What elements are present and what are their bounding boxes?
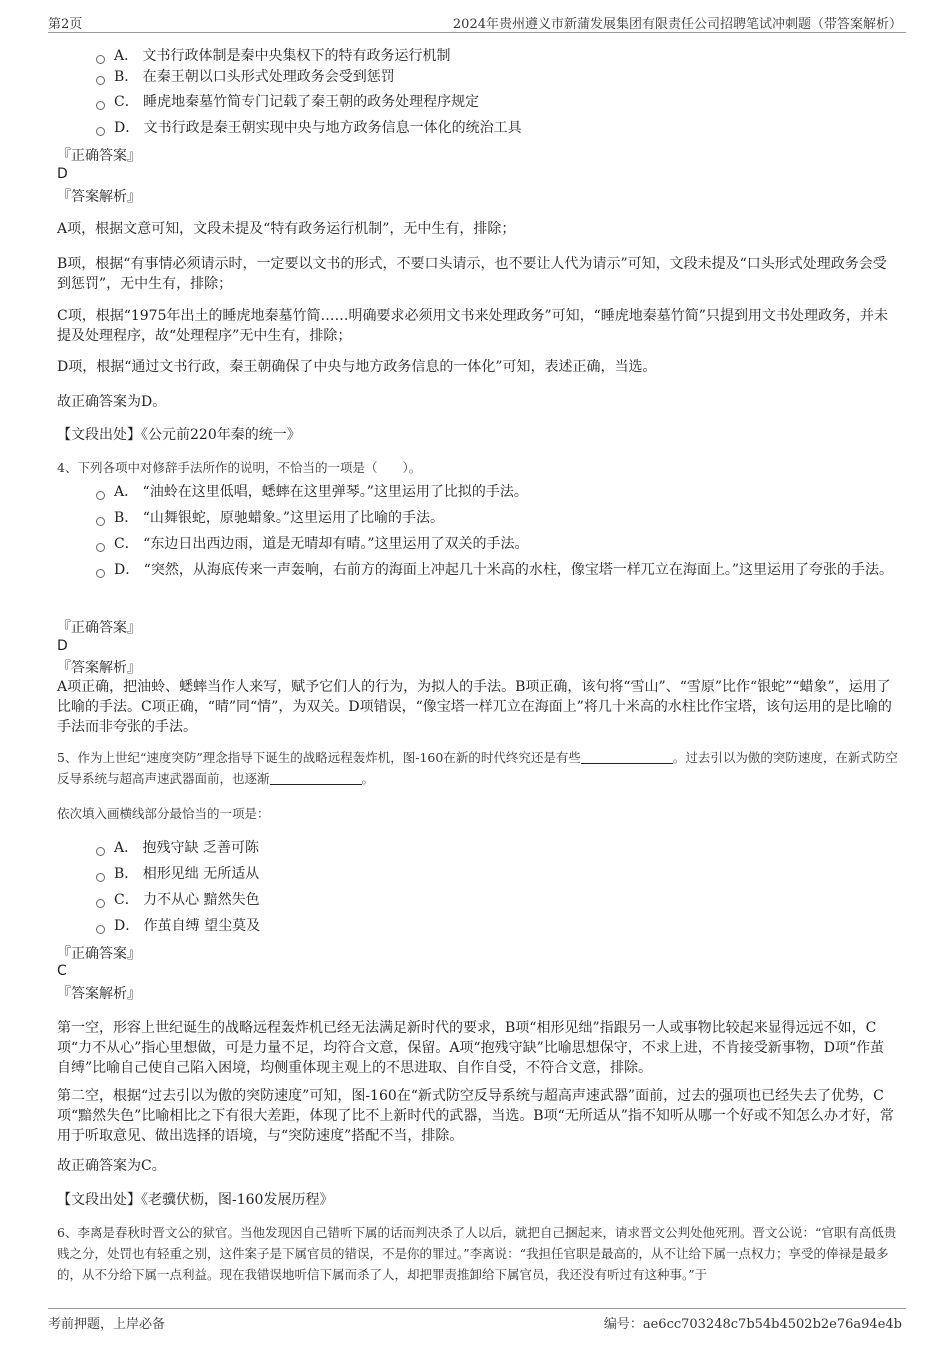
q5-analysis-second-blank: 第二空，根据“过去引以为傲的突防速度”可知，图-160在“新式防空反导系统与超高声速武器”面前，过去的强项也已经失去了优势，C项“黯然失色”比喻相比之下有很大差距，体现了比不上新时代的武器，当选。B项“无所适从”指不知听从哪一个好或不知怎么办才好，常用于听取意见、做出选择的语境，与“突防速度”搭配不当，排除。 — [57, 1088, 894, 1144]
q5-option-a[interactable]: A． 抱残守缺 乏善可陈 — [96, 837, 259, 859]
radio-icon[interactable] — [96, 55, 105, 64]
q4-answer: D — [57, 638, 68, 654]
radio-icon[interactable] — [96, 101, 105, 110]
q3-option-a[interactable]: A． 文书行政体制是秦中央集权下的特有政务运行机制 — [96, 45, 451, 67]
q6-stem: 6、李离是春秋时晋文公的狱官。当他发现因自己错听下属的话而判决杀了人以后，就把自己捆起来，请求晋文公判处他死刑。晋文公说：“官职有高低贵贱之分，处罚也有轻重之别，这件案子是下属官员的错误，不是你的罪过。”李离说：“我担任官职是最高的，从不让给下属一点权力；享受的俸禄是最多的，从不分给下属一点利益。现在我错误地听信下属而杀了人，却把罪责推卸给下属官员，我还没有听过有这种事。”于 — [57, 1225, 897, 1282]
q5-stem: 5、作为上世纪“速度突防”理念指导下诞生的战略远程轰炸机，图-160在新的时代终究还是有些 。过去引以为傲的突防速度，在新式防空反导系统与超高声速武器面前，也逐渐 。 — [57, 750, 898, 786]
q3-analysis-label: 『答案解析』 — [57, 189, 141, 205]
radio-icon[interactable] — [96, 127, 105, 136]
q5-option-b[interactable]: B． 相形见绌 无所适从 — [96, 863, 259, 885]
q3-analysis-b: B项，根据“有事情必须请示时，一定要以文书的形式，不要口头请示，也不要让人代为请示”可知，文段未提及“口头形式处理政务会受到惩罚”，无中生有，排除； — [57, 256, 887, 292]
q4-option-d[interactable]: D． “突然，从海底传来一声轰响，右前方的海面上冲起几十米高的水柱，像宝塔一样兀立在海面上。”这里运用了夸张的手法。 — [96, 559, 896, 581]
page-number: 第2页 — [48, 17, 83, 32]
blank-2 — [270, 774, 362, 785]
q5-conclusion: 故正确答案为C。 — [57, 1158, 166, 1174]
document-title: 2024年贵州遵义市新蒲发展集团有限责任公司招聘笔试冲刺题（带答案解析） — [452, 17, 902, 32]
footer-divider — [48, 1308, 906, 1309]
radio-icon[interactable] — [96, 925, 105, 934]
q3-analysis-a: A项，根据文意可知，文段未提及“特有政务运行机制”，无中生有，排除； — [57, 221, 516, 237]
q5-source: 【文段出处】《老骥伏枥，图-160发展历程》 — [57, 1192, 334, 1208]
q4-analysis-label: 『答案解析』 — [57, 660, 141, 676]
q3-analysis-d: D项，根据“通过文书行政，秦王朝确保了中央与地方政务信息的一体化”可知，表述正确，当选。 — [57, 359, 657, 375]
radio-icon[interactable] — [96, 491, 105, 500]
radio-icon[interactable] — [96, 76, 105, 85]
q5-answer-label: 『正确答案』 — [57, 946, 141, 962]
q5-analysis-first-blank: 第一空，形容上世纪诞生的战略远程轰炸机已经无法满足新时代的要求，B项“相形见绌”指跟另一人或事物比较起来显得远远不如，C项“力不从心”指心里想做，可是力量不足，均符合文意，保留。A项“抱残守缺”比喻思想保守，不求上进，不肯接受新事物，D项“作茧自缚”比喻自己使自己陷入困境，均侧重体现主观上的不思进取、自作自受，不符合文意，排除。 — [57, 1020, 885, 1076]
q5-answer: C — [57, 963, 67, 979]
q3-option-b[interactable]: B． 在秦王朝以口头形式处理政务会受到惩罚 — [96, 66, 395, 88]
radio-icon[interactable] — [96, 543, 105, 552]
blank-1 — [581, 753, 673, 764]
q4-stem: 4、下列各项中对修辞手法所作的说明，不恰当的一项是（ ）。 — [57, 460, 422, 475]
q4-analysis: A项正确，把油蛉、蟋蟀当作人来写，赋予它们人的行为，为拟人的手法。B项正确，该句将“雪山”、“雪原”比作“银蛇”“蜡象”，运用了比喻的手法。C项正确，“晴”同“情”，为双关。D项错误，“像宝塔一样兀立在海面上”将几十米高的水柱比作宝塔，该句运用的是比喻的手法而非夸张的手法。 — [57, 679, 892, 735]
q4-option-b[interactable]: B． “山舞银蛇，原驰蜡象。”这里运用了比喻的手法。 — [96, 507, 444, 529]
q3-source: 【文段出处】《公元前220年秦的统一》 — [57, 427, 301, 443]
radio-icon[interactable] — [96, 517, 105, 526]
q5-option-c[interactable]: C． 力不从心 黯然失色 — [96, 889, 260, 911]
radio-icon[interactable] — [96, 569, 105, 578]
radio-icon[interactable] — [96, 873, 105, 882]
radio-icon[interactable] — [96, 847, 105, 856]
q5-prompt: 依次填入画横线部分最恰当的一项是： — [57, 806, 270, 821]
q3-analysis-c: C项，根据“1975年出土的睡虎地秦墓竹简……明确要求必须用文书来处理政务”可知，“睡虎地秦墓竹简”只提到用文书处理政务，并未提及处理程序，故“处理程序”无中生有，排除； — [57, 308, 888, 344]
q4-option-c[interactable]: C． “东边日出西边雨，道是无晴却有晴。”这里运用了双关的手法。 — [96, 533, 528, 555]
radio-icon[interactable] — [96, 899, 105, 908]
q3-conclusion: 故正确答案为D。 — [57, 394, 167, 410]
q3-answer: D — [57, 166, 68, 182]
q5-analysis-label: 『答案解析』 — [57, 986, 141, 1002]
q4-answer-label: 『正确答案』 — [57, 620, 141, 636]
q4-option-a[interactable]: A． “油蛉在这里低唱，蟋蟀在这里弹琴。”这里运用了比拟的手法。 — [96, 481, 528, 503]
q3-answer-label: 『正确答案』 — [57, 148, 141, 164]
document-code: 编号：ae6cc703248c7b54b4502b2e76a94e4b — [603, 1317, 902, 1332]
q3-option-d[interactable]: D． 文书行政是秦王朝实现中央与地方政务信息一体化的统治工具 — [96, 117, 522, 139]
q3-option-c[interactable]: C． 睡虎地秦墓竹简专门记载了秦王朝的政务处理程序规定 — [96, 91, 479, 113]
q5-option-d[interactable]: D． 作茧自缚 望尘莫及 — [96, 915, 260, 937]
header-divider — [48, 32, 906, 33]
footer-slogan: 考前押题，上岸必备 — [48, 1317, 166, 1332]
